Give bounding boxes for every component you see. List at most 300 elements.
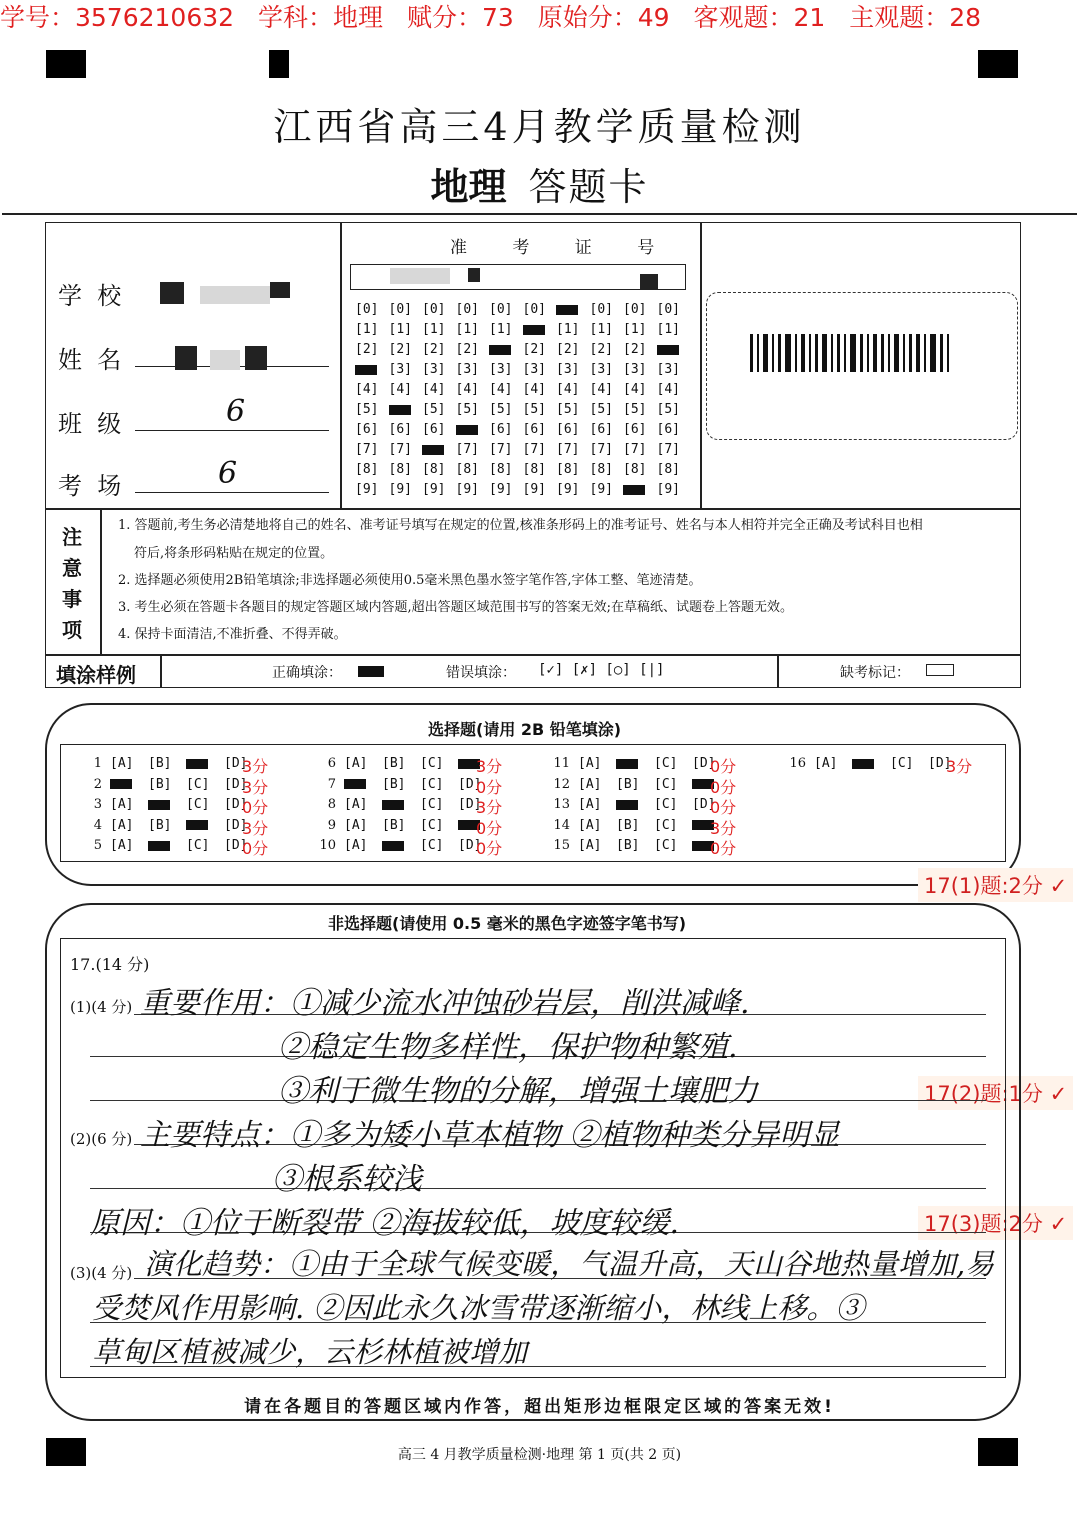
answer-bubble[interactable]: [D] [224, 838, 248, 853]
answer-bubble[interactable] [616, 797, 654, 812]
redacted-exam-id [390, 268, 450, 284]
score-tag-17-2: 17(2)题:1分 ✓ [918, 1076, 1073, 1110]
answer-bubble[interactable]: [C] [420, 817, 444, 833]
question-score: 0分 [710, 839, 737, 858]
mcq-question [788, 756, 966, 771]
answer-bubble[interactable]: [C] [654, 797, 678, 812]
question-score: 3分 [242, 757, 269, 776]
question-score: 3分 [946, 757, 973, 776]
question-number: 10 [319, 838, 336, 853]
school-label: 学 校 [58, 282, 122, 310]
exam-id-bubble[interactable]: [0] [422, 302, 446, 317]
redacted-school [270, 282, 290, 298]
barcode-bar [795, 334, 797, 372]
subject: 学科：地理 [258, 3, 384, 32]
barcode-bar [924, 334, 926, 372]
exam-id-bubble[interactable]: [8] [589, 462, 613, 477]
exam-id-bubble[interactable]: [2] [422, 342, 446, 357]
question-number: 14 [553, 817, 570, 833]
mcq-question [552, 777, 730, 792]
answer-bubble[interactable]: [D] [458, 797, 482, 812]
exam-id-bubble[interactable]: [9] [522, 482, 546, 497]
exam-id-bubble[interactable]: [8] [522, 462, 546, 477]
mcq-question [84, 756, 262, 771]
absent-label: 缺考标记： [840, 665, 910, 681]
answer-bubble[interactable]: [B] [616, 817, 640, 833]
exam-id-bubble[interactable]: [7] [355, 442, 379, 457]
barcode-bar [867, 334, 869, 372]
question-score: 0分 [242, 798, 269, 817]
exam-id-bubble[interactable]: [5] [522, 402, 546, 417]
answer-bubble[interactable]: [B] [382, 776, 406, 792]
barcode-bar [809, 334, 811, 372]
exam-id-column [355, 300, 378, 500]
answer-bubble[interactable]: [A] [110, 797, 134, 812]
exam-id-column [489, 300, 512, 500]
answer-bubble[interactable]: [D] [224, 797, 248, 812]
exam-id-bubble[interactable]: [3] [422, 362, 446, 377]
answer-bubble[interactable]: [A] [578, 756, 602, 771]
answer-bubble[interactable] [382, 838, 420, 853]
notice-item: 1. 答题前,考生务必清楚地将自己的姓名、准考证号填写在规定的位置,核准条形码上的准考证号、姓名与本人相符并完全正确及考试科目也相 [118, 518, 923, 533]
exam-id-bubble[interactable]: [4] [355, 382, 379, 397]
exam-id-bubble[interactable] [389, 400, 412, 420]
question-number: 16 [789, 756, 806, 771]
barcode-bar [831, 334, 833, 372]
card-title [0, 156, 1079, 211]
exam-id-bubble[interactable]: [7] [623, 442, 647, 457]
mcq-question [84, 777, 262, 792]
exam-id-bubble[interactable]: [7] [388, 442, 412, 457]
answer-bubble[interactable] [382, 797, 420, 812]
divider [340, 222, 342, 508]
exam-id-bubble[interactable]: [5] [623, 402, 647, 417]
exam-id-bubble[interactable]: [8] [656, 462, 680, 477]
exam-id-bubble[interactable]: [7] [556, 442, 580, 457]
handwritten-answer: 演化趋势：①由于全球气候变暖，气温升高，天山谷地热量增加,易 [144, 1247, 995, 1281]
sample-label: 填涂样例 [56, 663, 136, 687]
handwritten-answer: 草甸区植被减少，云杉林植被增加 [92, 1335, 528, 1369]
notice-heading: 注 意 事 项 [62, 525, 82, 642]
exam-id-bubble[interactable]: [8] [422, 462, 446, 477]
question-score: 3分 [476, 757, 503, 776]
class-line [135, 430, 329, 431]
question-score: 0分 [710, 798, 737, 817]
question-score: 0分 [476, 839, 503, 858]
exam-id-bubble[interactable]: [6] [522, 422, 546, 437]
answer-bubble[interactable] [148, 838, 186, 853]
answer-bubble[interactable]: [A] [814, 756, 838, 771]
exam-id-bubble[interactable]: [5] [589, 402, 613, 417]
answer-bubble[interactable]: [A] [578, 797, 602, 812]
position-mark [269, 50, 289, 78]
exam-id-bubble[interactable]: [4] [623, 382, 647, 397]
barcode-bar [860, 334, 863, 372]
exam-id-bubble[interactable]: [4] [556, 382, 580, 397]
mcq-question [552, 756, 730, 771]
correct-fill-sample [358, 666, 384, 677]
exam-id-bubble[interactable]: [7] [489, 442, 513, 457]
handwritten-answer: 受焚风作用影响. ②因此永久冰雪带逐渐缩小，林线上移。③ [92, 1291, 865, 1325]
card-subject: 地理 [430, 165, 507, 209]
answer-bubble[interactable]: [A] [110, 817, 134, 833]
title-divider [2, 213, 1077, 215]
answer-bubble[interactable]: [D] [928, 756, 952, 771]
name-label: 姓 名 [58, 346, 122, 374]
barcode-bar [947, 334, 949, 372]
check-icon: ✓ [1042, 874, 1068, 898]
exam-id-bubble[interactable]: [3] [656, 362, 680, 377]
exam-id-bubble[interactable]: [9] [589, 482, 613, 497]
exam-id-bubble[interactable]: [4] [455, 382, 479, 397]
exam-id-bubble[interactable]: [0] [355, 302, 379, 317]
answer-bubble[interactable] [148, 797, 186, 812]
exam-id-bubble[interactable]: [8] [556, 462, 580, 477]
exam-id-bubble[interactable]: [8] [489, 462, 513, 477]
score-header [0, 0, 1079, 36]
score-tag-17-1: 17(1)题:2分 ✓ [918, 868, 1073, 902]
exam-id-bubble[interactable]: [9] [455, 482, 479, 497]
exam-id-bubble[interactable]: [2] [522, 342, 546, 357]
exam-id-bubble[interactable] [422, 440, 445, 460]
question-number: 13 [553, 797, 570, 812]
exam-id-bubble[interactable]: [2] [355, 342, 379, 357]
exam-id-bubble[interactable]: [0] [589, 302, 613, 317]
exam-id-bubble[interactable] [556, 300, 579, 320]
exam-id-bubble[interactable]: [4] [388, 382, 412, 397]
exam-id-bubble[interactable]: [6] [623, 422, 647, 437]
barcode-bar [881, 334, 884, 372]
answer-bubble[interactable]: [D] [692, 797, 716, 812]
exam-id-bubble[interactable]: [8] [623, 462, 647, 477]
exam-id-bubble[interactable]: [7] [455, 442, 479, 457]
question-number: 15 [553, 838, 570, 853]
answer-bubble[interactable]: [A] [578, 776, 602, 792]
answer-bubble[interactable]: [A] [344, 838, 368, 853]
mcq-question [552, 797, 730, 812]
exam-id-column [590, 300, 613, 500]
exam-id-bubble[interactable]: [1] [656, 322, 680, 337]
notice-item: 符后,将条形码粘贴在规定的位置。 [134, 546, 334, 561]
exam-id-bubble[interactable]: [5] [422, 402, 446, 417]
q17-1-label: (1)(4 分) [70, 998, 133, 1016]
question-score: 0分 [476, 777, 503, 797]
answer-bubble[interactable]: [C] [420, 756, 444, 771]
answer-bubble[interactable]: [C] [420, 797, 444, 812]
barcode-bar [757, 334, 759, 372]
exam-id-bubble[interactable]: [2] [556, 342, 580, 357]
exam-id-bubble[interactable]: [1] [589, 322, 613, 337]
divider [777, 654, 779, 688]
position-mark [978, 50, 1018, 78]
exam-id-bubble[interactable]: [0] [522, 302, 546, 317]
score-tag-17-3: 17(3)题:2分 ✓ [918, 1206, 1073, 1240]
exam-id-title: 准 考 证 号 [450, 238, 675, 258]
exam-id-bubble[interactable]: [4] [656, 382, 680, 397]
exam-id-bubble[interactable]: [6] [489, 422, 513, 437]
absent-box [926, 664, 954, 676]
exam-id-bubble[interactable]: [5] [455, 402, 479, 417]
exam-id-bubble[interactable]: [1] [388, 322, 412, 337]
barcode-bar [903, 334, 905, 372]
exam-id-bubble[interactable]: [6] [556, 422, 580, 437]
check-icon: ✓ [1042, 1212, 1068, 1236]
answer-bubble[interactable]: [D] [224, 756, 248, 771]
exam-id-bubble[interactable]: [7] [522, 442, 546, 457]
room-label: 考 场 [58, 472, 122, 500]
notice-item: 3. 考生必须在答题卡各题目的规定答题区域内答题,超出答题区域范围书写的答案无效;在草稿纸、试题卷上答题无效。 [118, 600, 794, 615]
answer-bubble[interactable] [344, 777, 382, 792]
exam-id-bubble[interactable]: [2] [455, 342, 479, 357]
exam-id-bubble[interactable]: [9] [489, 482, 513, 497]
redacted-name [245, 346, 267, 370]
barcode-bar [930, 334, 936, 372]
answer-bubble[interactable]: [A] [110, 838, 134, 853]
q17-2-label: (2)(6 分) [70, 1130, 133, 1148]
handwritten-answer: ③利于微生物的分解，增强土壤肥力 [278, 1074, 758, 1109]
divider [45, 508, 1021, 510]
answer-bubble[interactable]: [D] [224, 776, 248, 792]
mcq-question [84, 838, 262, 853]
redacted-exam-id [468, 268, 480, 282]
answer-bubble[interactable]: [C] [186, 776, 210, 792]
question-number: 9 [327, 817, 336, 833]
exam-id-bubble[interactable]: [1] [489, 322, 513, 337]
exam-title: 江西省高三4月教学质量检测 [273, 105, 806, 149]
redacted-school [200, 286, 270, 304]
question-number: 7 [327, 776, 336, 792]
exam-id-bubble[interactable]: [3] [455, 362, 479, 377]
barcode-bar [822, 334, 827, 372]
exam-id-bubble[interactable]: [3] [489, 362, 513, 377]
answer-bubble[interactable]: [D] [458, 838, 482, 853]
question-number: 1 [93, 756, 102, 771]
exam-id-bubble[interactable]: [5] [556, 402, 580, 417]
q17-label: 17.(14 分) [70, 955, 150, 974]
exam-id-bubble[interactable]: [0] [455, 302, 479, 317]
answer-bubble[interactable]: [C] [890, 756, 914, 771]
barcode-bar [778, 334, 781, 372]
mcq-question [552, 818, 730, 833]
handwritten-answer: 原因：①位于断裂带 ②海拔较低，坡度较缓. [90, 1206, 680, 1241]
exam-id-bubble[interactable]: [3] [388, 362, 412, 377]
exam-id-bubble[interactable]: [3] [623, 362, 647, 377]
exam-id-bubble[interactable]: [4] [489, 382, 513, 397]
answer-bubble[interactable]: [B] [382, 817, 406, 833]
answer-bubble[interactable] [186, 756, 224, 771]
exam-id-bubble[interactable]: [3] [556, 362, 580, 377]
answer-bubble[interactable]: [D] [458, 776, 482, 792]
class-label: 班 级 [58, 410, 122, 438]
question-score: 3分 [710, 818, 737, 838]
answer-bubble[interactable]: [C] [654, 776, 678, 792]
exam-id-bubble[interactable]: [1] [623, 322, 647, 337]
exam-id-bubble[interactable]: [8] [388, 462, 412, 477]
mcq-question [84, 818, 262, 833]
exam-id-bubble[interactable]: [6] [355, 422, 379, 437]
exam-id-bubble[interactable]: [9] [556, 482, 580, 497]
subjective-score: 主观题：28 [849, 3, 982, 32]
exam-id-bubble[interactable]: [7] [589, 442, 613, 457]
barcode-bar [894, 334, 899, 372]
exam-id-bubble[interactable]: [5] [489, 402, 513, 417]
question-number: 4 [93, 817, 102, 833]
answer-line [90, 1188, 986, 1189]
question-number: 3 [93, 797, 102, 812]
answer-bubble[interactable]: [C] [654, 756, 678, 771]
answer-bubble[interactable]: [C] [186, 838, 210, 853]
mcq-question [84, 797, 262, 812]
exam-id-bubble[interactable]: [8] [455, 462, 479, 477]
exam-id-bubble[interactable]: [4] [522, 382, 546, 397]
answer-bubble[interactable]: [C] [420, 838, 444, 853]
barcode-bar [916, 334, 920, 372]
answer-bubble[interactable]: [B] [616, 776, 640, 792]
raw-score: 原始分：49 [537, 3, 670, 32]
answer-bubble[interactable]: [B] [148, 756, 172, 771]
barcode-bar [785, 334, 791, 372]
divider [45, 654, 1021, 656]
position-mark [46, 50, 86, 78]
student-id: 学号：3576210632 [0, 3, 235, 32]
exam-id-bubble[interactable]: [6] [388, 422, 412, 437]
barcode-bar [909, 334, 912, 372]
exam-id-bubble[interactable]: [0] [489, 302, 513, 317]
barcode-bar [801, 334, 805, 372]
barcode-bar [837, 334, 840, 372]
exam-id-bubble[interactable]: [9] [422, 482, 446, 497]
mcq-question [552, 838, 730, 853]
exam-id-bubble[interactable]: [8] [355, 462, 379, 477]
exam-id-bubble[interactable]: [1] [455, 322, 479, 337]
redacted-school [160, 282, 184, 304]
exam-id-bubble[interactable]: [5] [355, 402, 379, 417]
answer-bubble[interactable]: [B] [382, 756, 406, 771]
mcq-question [318, 818, 496, 833]
exam-id-bubble[interactable]: [1] [556, 322, 580, 337]
answer-bubble[interactable]: [A] [344, 797, 368, 812]
exam-id-bubble[interactable] [623, 480, 646, 500]
question-number: 11 [553, 756, 570, 771]
room-value: 6 [218, 456, 238, 491]
exam-id-bubble[interactable]: [0] [656, 302, 680, 317]
question-number: 6 [327, 756, 336, 771]
room-line [135, 492, 329, 493]
answer-bubble[interactable]: [A] [344, 817, 368, 833]
exam-id-bubble[interactable]: [5] [656, 402, 680, 417]
exam-id-bubble[interactable]: [3] [522, 362, 546, 377]
exam-id-bubble[interactable]: [2] [589, 342, 613, 357]
mcq-question [318, 797, 496, 812]
question-number: 12 [553, 776, 570, 792]
exam-id-bubble[interactable]: [4] [589, 382, 613, 397]
answer-bubble[interactable]: [A] [578, 838, 602, 853]
exam-id-bubble[interactable] [489, 340, 512, 360]
class-value: 6 [226, 394, 246, 429]
barcode-bar [772, 334, 774, 372]
question-score: 0分 [476, 818, 503, 838]
exam-id-column [657, 300, 680, 500]
correct-fill-label: 正确填涂： [272, 665, 342, 681]
answer-bubble[interactable]: [A] [110, 756, 134, 771]
answer-bubble[interactable] [616, 756, 654, 771]
wrong-fill-samples: [✓] [✗] [○] [|] [538, 662, 665, 678]
exam-id-bubble[interactable] [523, 320, 546, 340]
barcode-bar [888, 334, 890, 372]
handwritten-answer: 重要作用：①减少流水冲蚀砂岩层，削洪减峰. [140, 986, 750, 1021]
wrong-fill-label: 错误填涂： [446, 665, 516, 681]
card-label: 答题卡 [528, 165, 649, 209]
divider [160, 654, 162, 688]
answer-bubble[interactable]: [C] [654, 838, 678, 853]
barcode-bar [850, 334, 856, 372]
answer-bubble[interactable]: [A] [344, 756, 368, 771]
exam-id-bubble[interactable]: [1] [422, 322, 446, 337]
notice-item: 2. 选择题必须使用2B铅笔填涂;非选择题必须使用0.5毫米黑色墨水签字笔作答,字体工整、笔迹清楚。 [118, 573, 702, 588]
mcq-question [318, 838, 496, 853]
exam-id-bubble[interactable]: [0] [388, 302, 412, 317]
question-score: 3分 [242, 818, 269, 838]
answer-bubble[interactable]: [C] [420, 776, 444, 792]
answer-bubble[interactable] [186, 818, 224, 833]
exam-id-bubble[interactable] [355, 360, 378, 380]
redacted-name [175, 346, 197, 370]
question-score: 0分 [710, 777, 737, 797]
mcq-title: 选择题(请用 2B 铅笔填涂) [428, 720, 622, 739]
exam-id-bubble[interactable]: [3] [589, 362, 613, 377]
exam-id-column [422, 300, 445, 500]
answer-bubble[interactable] [852, 756, 890, 771]
question-number: 8 [327, 797, 336, 812]
answer-bubble[interactable]: [C] [186, 797, 210, 812]
redacted-exam-id [640, 274, 658, 290]
answer-bubble[interactable]: [A] [578, 817, 602, 833]
exam-id-bubble[interactable]: [0] [623, 302, 647, 317]
exam-id-bubble[interactable] [456, 420, 479, 440]
exam-id-bubble[interactable] [657, 340, 680, 360]
barcode-bar [763, 334, 768, 372]
exam-id-column [556, 300, 579, 500]
answer-bubble[interactable] [110, 777, 148, 792]
answer-bubble[interactable]: [B] [616, 838, 640, 853]
exam-id-bubble[interactable]: [9] [656, 482, 680, 497]
answer-area-warning: 请在各题目的答题区域内作答，超出矩形边框限定区域的答案无效! [244, 1397, 835, 1417]
answer-bubble[interactable]: [D] [692, 756, 716, 771]
divider [100, 508, 102, 654]
question-score: 0分 [710, 757, 737, 776]
exam-id-bubble[interactable]: [6] [422, 422, 446, 437]
exam-id-bubble[interactable]: [6] [656, 422, 680, 437]
exam-id-bubble[interactable]: [9] [388, 482, 412, 497]
answer-bubble[interactable]: [B] [148, 776, 172, 792]
answer-bubble[interactable]: [B] [148, 817, 172, 833]
exam-id-bubble[interactable]: [7] [656, 442, 680, 457]
exam-id-bubble[interactable]: [2] [623, 342, 647, 357]
q17-3-label: (3)(4 分) [70, 1264, 133, 1282]
question-score: 3分 [476, 798, 503, 817]
barcode-bar [750, 334, 753, 372]
question-score: 3分 [242, 777, 269, 797]
exam-id-bubble[interactable]: [6] [589, 422, 613, 437]
answer-bubble[interactable]: [D] [224, 817, 248, 833]
answer-bubble[interactable]: [C] [654, 817, 678, 833]
exam-id-bubble[interactable]: [2] [388, 342, 412, 357]
exam-id-bubble[interactable]: [4] [422, 382, 446, 397]
assigned-score: 赋分：73 [406, 3, 514, 32]
exam-id-bubble[interactable]: [1] [355, 322, 379, 337]
exam-id-bubble[interactable]: [9] [355, 482, 379, 497]
handwritten-answer: ③根系较浅 [272, 1162, 422, 1197]
